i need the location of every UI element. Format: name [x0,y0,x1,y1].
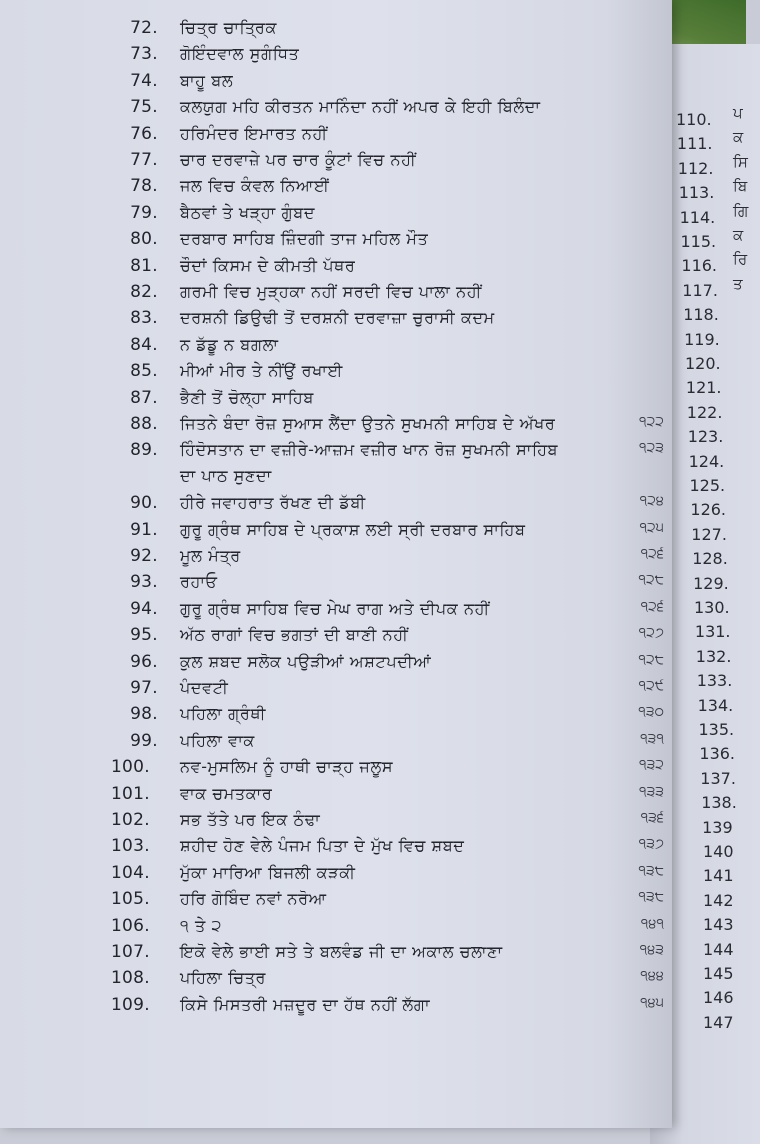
entry-title: ਪੰਦਵਟੀ [180,678,229,697]
entry-page-number: ੧੪੩ [639,942,664,958]
right-entry-title-fragment: ਸਿ [733,152,748,171]
entry-title: ਦਰਬਾਰ ਸਾਹਿਬ ਜ਼ਿੰਦਗੀ ਤਾਜ ਮਹਿਲ ਮੌਤ [180,229,429,249]
entry-title: ਹਰਿ ਗੋਬਿੰਦ ਨਵਾਂ ਨਰੋਆ [180,889,327,909]
right-entry-title-fragment: ਬਿ [733,177,748,196]
right-entry-number: 124. [688,451,725,471]
entry-number: 104. [110,862,150,883]
entry-title: ਗਰਮੀ ਵਿਚ ਮੁੜ੍ਹਕਾ ਨਹੀਂ ਸਰਦੀ ਵਿਚ ਪਾਲਾ ਨਹੀਂ [180,282,482,301]
entry-page-number: ੧੨੩ [638,440,664,457]
entry-page-number: ੧੩੨ [638,757,664,774]
entry-title: ਬਾਹੂ ਬਲ [180,70,234,90]
right-entry-number: 130. [694,598,730,617]
right-entry-title-fragment: ਕ [733,128,744,147]
entry-number: 101. [110,783,150,804]
right-entry-number: 122. [686,402,723,422]
entry-page-number: ੧੩੬ [640,810,664,826]
entry-number: 87. [130,387,158,408]
entry-number: 98. [130,704,158,725]
right-entry-number: 143 [703,915,734,935]
right-entry-number: 136. [699,744,736,764]
entry-page-number: ੧੨੫ [639,519,664,536]
entry-number: 108. [110,968,150,989]
right-entry-number: 113. [678,183,715,203]
entry-number: 74. [130,70,158,91]
entry-title: ਸਭ ਤੱਤੇ ਪਰ ਇਕ ਠੰਢਾ [180,810,321,829]
entry-number: 84. [130,334,158,355]
entry-title: ਪਹਿਲਾ ਚਿਤ੍ਰ [180,968,267,988]
entry-page-number: ੧੨੭ [638,625,664,642]
right-entry-number: 121. [685,378,722,398]
entry-title: ਕੁਲ ਸ਼ਬਦ ਸਲੋਕ ਪਉੜੀਆਂ ਅਸ਼ਟਪਦੀਆਂ [180,651,432,671]
entry-number: 90. [130,493,158,514]
entry-number: 94. [130,598,158,619]
entry-number: 106. [110,915,150,936]
entry-title: ੧ ਤੇ ੨ [180,915,223,935]
entry-title: ਕਿਸੇ ਮਿਸਤਰੀ ਮਜ਼ਦੂਰ ਦਾ ਹੱਥ ਨਹੀਂ ਲੱਗਾ [180,994,431,1014]
entry-page-number: ੧੨੨ [638,414,664,430]
right-entry-number: 138. [701,793,737,813]
entry-page-number: ੧੨੬ [640,546,664,562]
entry-number: 85. [130,361,158,382]
entry-title: ਸ਼ਹੀਦ ਹੋਣ ਵੇਲੇ ਪੰਜਮ ਪਿਤਾ ਦੇ ਮੁੱਖ ਵਿਚ ਸ਼ਬਦ [180,836,465,856]
right-entry-number: 119. [684,329,720,349]
entry-title: ਪਹਿਲਾ ਗ੍ਰੰਥੀ [180,704,266,724]
entry-title: ਮੁੱਕਾ ਮਾਰਿਆ ਬਿਜਲੀ ਕੜਕੀ [180,862,356,882]
entry-number: 77. [130,150,158,170]
entry-page-number: ੧੩੦ [638,704,664,721]
entry-title: ਚੌਦਾਂ ਕਿਸਮ ਦੇ ਕੀਮਤੀ ਪੱਥਰ [180,255,356,275]
entry-number: 96. [130,651,158,672]
entry-title: ਜਲ ਵਿਚ ਕੰਵਲ ਨਿਆਈਂ [180,176,330,196]
entry-number: 95. [130,625,158,646]
right-entry-number: 111. [676,134,713,154]
entry-page-number: ੧੩੭ [638,836,664,853]
right-entry-number: 135. [698,720,735,739]
entry-page-number: ੧੨੪ [639,493,664,510]
entry-title: ਇਕੋ ਵੇਲੇ ਭਾਈ ਸਤੇ ਤੇ ਬਲਵੰਡ ਜੀ ਦਾ ਅਕਾਲ ਚਲਾਣਾ [180,942,503,961]
entry-title: ਗੁਰੂ ਗ੍ਰੰਥ ਸਾਹਿਬ ਦੇ ਪ੍ਰਕਾਸ਼ ਲਈ ਸ੍ਰੀ ਦਰਬਾਰ ਸਾਹਿਬ [180,519,526,539]
entry-page-number: ੧੨੬ [640,598,664,615]
entry-title: ਬੈਠਵਾਂ ਤੇ ਖੜ੍ਹਾ ਗੁੰਬਦ [180,202,316,222]
right-entry-number: 142 [703,890,734,910]
right-entry-number: 112. [677,158,714,178]
right-entry-number: 126. [690,500,727,520]
entry-number: 91. [130,519,158,540]
entry-page-number: ੧੪੧ [640,915,664,932]
entry-number: 80. [130,229,158,250]
right-entry-number: 127. [691,524,727,544]
right-entry-number: 140 [703,842,734,861]
entry-page-number: ੧੨੮ [638,572,664,589]
right-entry-number: 129. [693,573,729,593]
right-entry-number: 131. [694,622,731,642]
right-entry-number: 146 [703,988,734,1008]
entry-title: ਗੁਰੂ ਗ੍ਰੰਥ ਸਾਹਿਬ ਵਿਚ ਮੇਘ ਰਾਗ ਅਤੇ ਦੀਪਕ ਨਹੀਂ [180,598,490,618]
entry-number: 100. [110,757,150,778]
entry-title: ਚਾਰ ਦਰਵਾਜ਼ੇ ਪਰ ਚਾਰ ਕੂੰਟਾਂ ਵਿਚ ਨਹੀਂ [180,150,417,169]
entry-title: ਹੀਰੇ ਜਵਾਹਰਾਤ ਰੱਖਣ ਦੀ ਡੱਬੀ [180,493,366,513]
entry-title: ਹਿੰਦੋਸਤਾਨ ਦਾ ਵਜ਼ੀਰੇ-ਆਜ਼ਮ ਵਜ਼ੀਰ ਖਾਨ ਰੋਜ਼ ਸੁਖਮਨੀ ਸਾਹਿਬ [180,440,559,460]
entry-page-number: ੧੪੪ [640,968,664,985]
entry-page-number: ੧੪੫ [640,994,664,1011]
right-entry-number: 115. [680,232,717,251]
entry-number: 79. [130,202,158,223]
entry-number: 89. [130,440,158,461]
entry-title: ਅੱਠ ਰਾਗਾਂ ਵਿਚ ਭਗਤਾਂ ਦੀ ਬਾਣੀ ਨਹੀਂ [180,625,409,645]
right-entry-number: 117. [682,280,718,300]
entry-number: 88. [130,414,158,434]
entry-number: 99. [130,730,158,751]
right-entry-number: 123. [687,427,724,447]
right-entry-number: 141 [703,866,734,886]
entry-number: 76. [130,123,158,144]
entry-number: 105. [110,889,150,910]
right-entry-number: 110. [676,110,712,129]
right-entry-title-fragment: ਪ [733,104,743,122]
right-entry-number: 147 [703,1012,734,1032]
entry-title: ਰਹਾਓ [180,572,218,592]
right-entry-number: 133. [696,671,733,691]
entry-page-number: ੧੩੧ [640,730,664,747]
entry-page-number: ੧੩੮ [638,862,664,879]
entry-number: 83. [130,308,158,329]
entry-number: 109. [110,994,150,1015]
entry-title: ਮੀਆਂ ਮੀਰ ਤੇ ਨੀਂਉਂ ਰਖਾਈ [180,361,343,381]
entry-title: ਗੋਇੰਦਵਾਲ ਸੁਗੰਧਿਤ [180,44,300,64]
right-entry-number: 132. [695,646,732,666]
right-entry-number: 116. [681,256,718,276]
entry-number: 82. [130,282,158,302]
entry-number: 81. [130,255,158,276]
entry-title: ਚਿਤ੍ਰ ਚਾਤ੍ਰਿਕ [180,18,277,37]
entry-title: ਮੂਲ ਮੰਤ੍ਰ [180,546,241,565]
entry-number: 72. [130,18,158,38]
right-entry-title-fragment: ਤ [733,274,743,293]
entry-page-number: ੧੩੮ [638,889,664,906]
entry-title: ਨਵ-ਮੁਸਲਿਮ ਨੂੰ ਹਾਥੀ ਚਾੜ੍ਹ ਜਲੂਸ [180,757,394,777]
entry-title: ਜਿਤਨੇ ਬੰਦਾ ਰੋਜ਼ ਸੁਆਸ ਲੈਂਦਾ ਉਤਨੇ ਸੁਖਮਨੀ ਸਾਹਿਬ ਦੇ ਅੱਖਰ [180,414,556,433]
right-entry-number: 120. [685,354,721,373]
entry-number: 93. [130,572,158,593]
entry-number: 75. [130,97,158,118]
entry-page-number: ੧੨੯ [638,678,664,694]
right-entry-title-fragment: ਕ [733,226,744,244]
entry-number: 78. [130,176,158,197]
right-entry-number: 144 [703,939,734,959]
entry-title: ਭੈਣੀ ਤੋਂ ਚੋਲ੍ਹਾ ਸਾਹਿਬ [180,387,314,407]
entry-title: ਦਰਸ਼ਨੀ ਡਿਉਢੀ ਤੋਂ ਦਰਸ਼ਨੀ ਦਰਵਾਜ਼ਾ ਚੁਰਾਸੀ ਕਦਮ [180,308,495,328]
entry-title-continued: ਦਾ ਪਾਠ ਸੁਣਦਾ [180,466,272,486]
right-entry-number: 139 [702,817,733,837]
entry-number: 107. [110,942,150,962]
entry-number: 73. [130,44,158,65]
entry-title: ਪਹਿਲਾ ਵਾਕ [180,730,255,750]
entry-number: 97. [130,678,158,698]
right-entry-title-fragment: ਰਿ [733,250,748,269]
right-entry-number: 114. [679,207,716,227]
entry-number: 92. [130,546,158,566]
entry-title: ਵਾਕ ਚਮਤਕਾਰ [180,783,273,803]
right-entry-number: 145 [703,964,734,983]
entry-page-number: ੧੩੩ [638,783,664,800]
right-entry-number: 125. [689,476,726,495]
right-entry-number: 128. [692,549,728,569]
entry-title: ਹਰਿਮੰਦਰ ਇਮਾਰਤ ਨਹੀਂ [180,123,328,143]
entry-title: ਨ ਡੱਡੂ ਨ ਬਗਲਾ [180,334,279,354]
right-entry-title-fragment: ਗਿ [733,201,749,220]
entry-title: ਕਲਯੁਗ ਮਹਿ ਕੀਰਤਨ ਮਾਨਿੰਦਾ ਨਹੀਂ ਅਪਰ ਕੇ ਇਹੀ ਬਿਲੰਦਾ [180,97,541,117]
entry-page-number: ੧੨੮ [638,651,664,668]
right-entry-number: 134. [697,695,734,715]
entry-number: 103. [110,836,150,857]
entry-number: 102. [110,810,150,830]
right-entry-number: 137. [700,768,736,788]
right-entry-number: 118. [683,305,719,325]
